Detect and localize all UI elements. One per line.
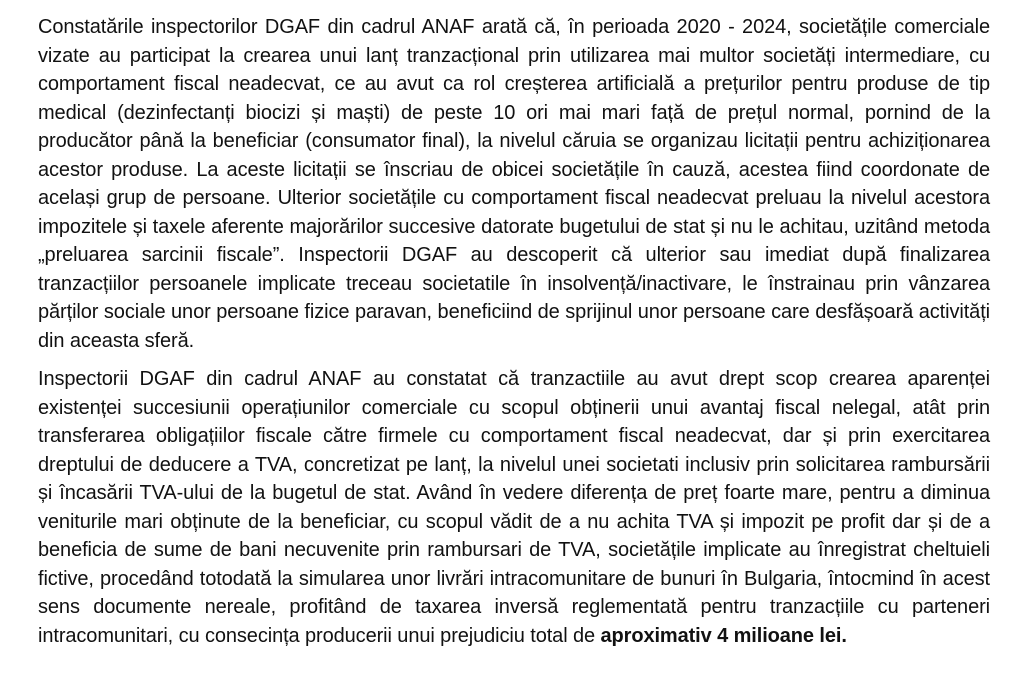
paragraph-findings: [38, 13, 990, 355]
paragraph-conclusion: [38, 365, 990, 650]
paragraph-findings-text: Constatările inspectorilor DGAF din cadrul ANAF arată că, în perioada 2020 - 2024, societățile comerciale vizate au participat la crearea unui lanț tranzacțional prin utilizarea mai multor societăți intermediare, cu comportament fiscal neadecvat, ce au avut ca rol creșterea artificială a prețurilor pentru produse de tip medical (dezinfectanți biocizi și maști) de peste 10 ori mai mari față de prețul normal, pornind de la producător până la beneficiar (consumator final), la nivelul căruia se organizau licitații pentru achiziționarea acestor produse. La aceste licitații se înscriau de obicei societățile în cauză, acestea fiind coordonate de același grup de persoane. Ulterior societățile cu comportament fiscal neadecvat preluau la nivelul acestora impozitele și taxele aferente majorărilor succesive datorate bugetului de stat și nu le achitau, uzitând metoda „preluarea sarcinii fiscale”. Inspectorii DGAF au descoperit că ulterior sau imediat după finalizarea tranzacțiilor persoanele implicate treceau societatile în insolvență/inactivare, le înstrainau prin vânzarea părților sociale unor persoane fizice paravan, beneficiind de sprijinul unor persoane care desfășoară activități din aceasta sferă.: [38, 16, 990, 352]
prejudice-amount-bold: aproximativ 4 milioane lei.: [600, 624, 847, 647]
paragraph-conclusion-text: Inspectorii DGAF din cadrul ANAF au constatat că tranzactiile au avut drept scop crearea aparenței existenței succesiunii operațiunilor comerciale cu scopul obținerii unui avantaj fiscal nelegal, atât prin transferarea obligațiilor fiscale către firmele cu comportament fiscal neadecvat, dar și prin exercitarea dreptului de deducere a TVA, concretizat pe lanț, la nivelul unei societati inclusiv prin solicitarea rambursării și încasării TVA-ului de la bugetul de stat. Având în vedere diferența de preț foarte mare, pentru a diminua veniturile mari obținute de la beneficiar, cu scopul vădit de a nu achita TVA și impozit pe profit dar și de a beneficia de sume de bani necuvenite prin rambursari de TVA, societățile implicate au înregistrat cheltuieli fictive, procedând totodată la simularea unor livrări intracomunitare de bunuri în Bulgaria, întocmind în acest sens documente nereale, profitând de taxarea inversă reglementată pentru tranzacțiile cu parteneri intracomunitari, cu consecința producerii unui prejudiciu total de: [38, 368, 990, 647]
